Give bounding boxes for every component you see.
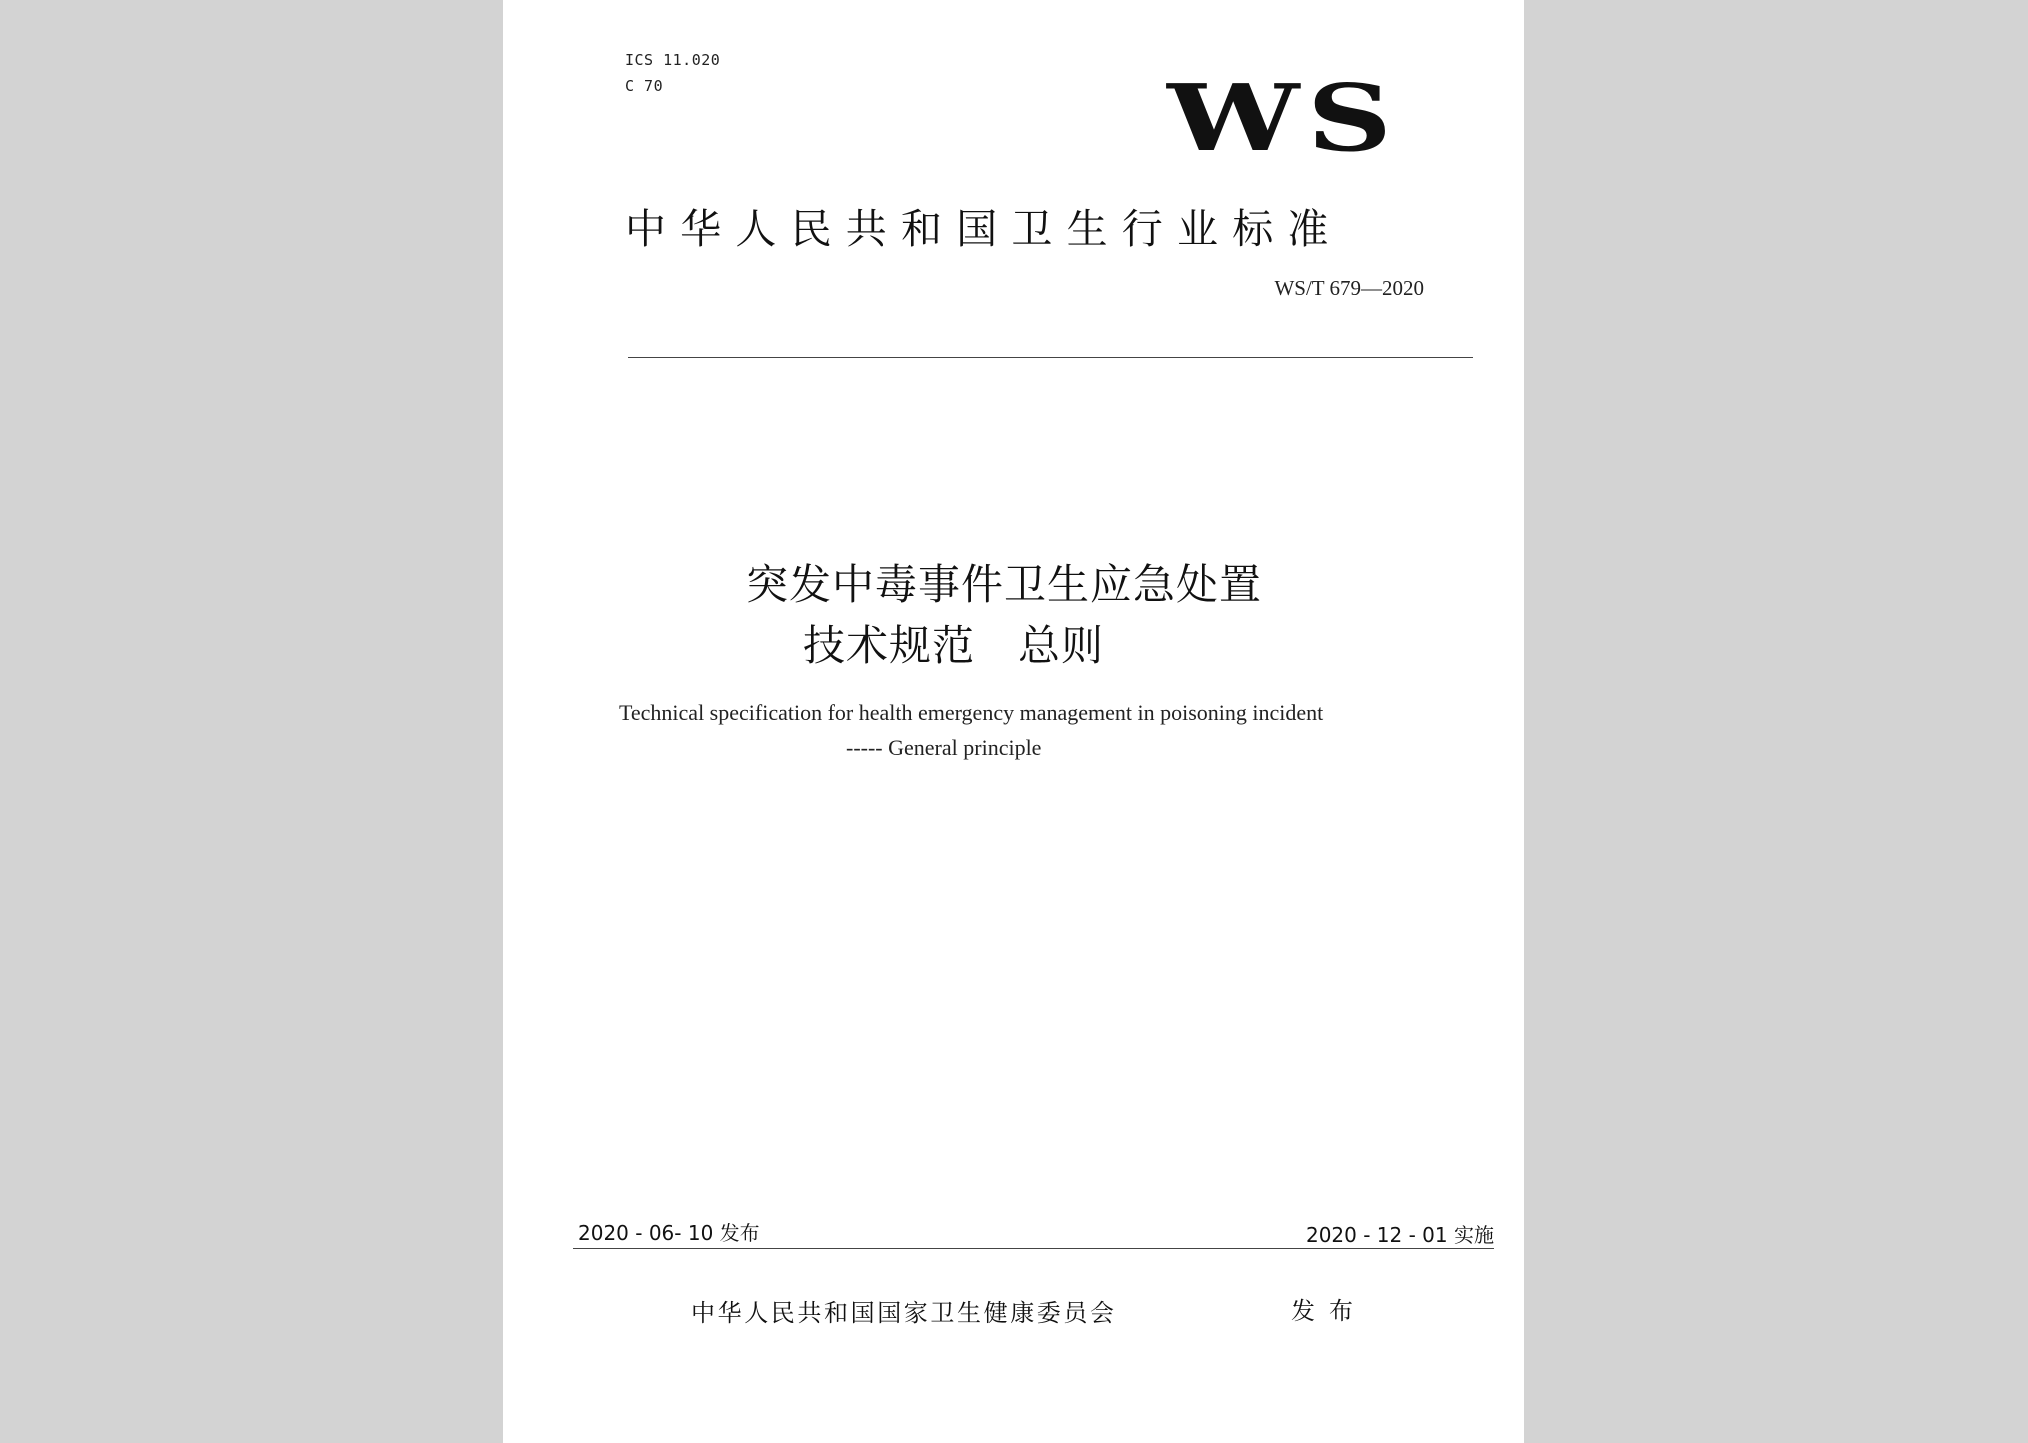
ccs-code: C 70 bbox=[625, 77, 664, 95]
publisher-name: 中华人民共和国国家卫生健康委员会 bbox=[691, 1299, 1117, 1327]
footer-divider bbox=[573, 1248, 1494, 1249]
document-page bbox=[503, 0, 1524, 1443]
implementation-date: 2020 - 12 - 01 实施 bbox=[1305, 1223, 1494, 1247]
standard-category: 中华人民共和国卫生行业标准 bbox=[625, 205, 1343, 253]
title-en-line2: ----- General principle bbox=[846, 735, 1042, 760]
ics-code: ICS 11.020 bbox=[625, 51, 721, 69]
standard-code: WS/T 679—2020 bbox=[1274, 276, 1424, 300]
header-divider bbox=[628, 357, 1473, 358]
issue-date: 2020 - 06- 10 发布 bbox=[578, 1221, 760, 1245]
title-zh-line2: 技术规范 总则 bbox=[803, 621, 1105, 670]
title-zh-line1: 突发中毒事件卫生应急处置 bbox=[746, 560, 1263, 609]
title-en-line1: Technical specification for health emergency management in poisoning incident bbox=[619, 700, 1324, 725]
publish-label: 发布 bbox=[1291, 1297, 1367, 1325]
ws-logo: WS bbox=[1167, 64, 1400, 172]
